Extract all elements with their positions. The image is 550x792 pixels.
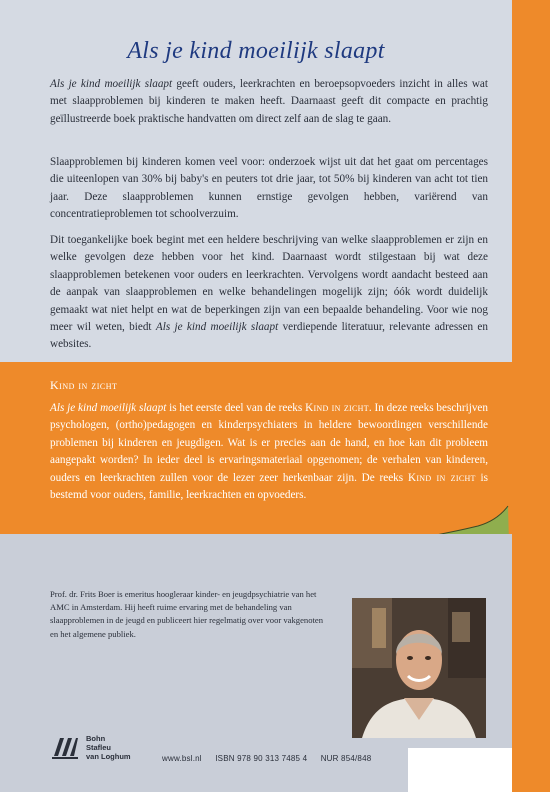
book-title: Als je kind moeilijk slaapt (127, 38, 385, 64)
author-bio: Prof. dr. Frits Boer is emeritus hoogleraar kinder- en jeugdpsychiatrie van het AMC in Amsterdam. Hij heeft ruime ervaring met de behandeling van slaapproblemen in de jeugd en publiceert hier regelmatig over voor vakgenoten en het algemene publiek. (50, 589, 323, 639)
publisher-line-3: van Loghum (86, 751, 131, 761)
series-text-1: is het eerste deel van de reeks (166, 402, 306, 414)
publisher-logo (50, 732, 131, 762)
publisher-url: www.bsl.nl (162, 754, 202, 763)
intro-text: geeft ouders, leerkrachten en beroepsopvoeders inzicht in alles wat met slaapproblemen bij kinderen te maken heeft. Daarnaast geeft dit compacte en prachtig geïllustreerde boek praktische handvatten om direct zelf aan de slag te gaan. (50, 78, 488, 125)
content-text: Dit toegankelijke boek begint met een heldere beschrijving van welke slaapproblemen er zijn en welke gevolgen deze hebben voor het kind. Daarnaast wordt stilgestaan bij wat deze slaapproblemen betekenen voor ouders en leerkrachten. Vervolgens wordt aandacht besteed aan de aanpak van slaapproblemen en welke behandelingen mogelijk zijn; óók wordt duidelijk gemaakt wat niet helpt en wat de beperkingen zijn van een bepaalde behandeling. Voor wie nog meer wil weten, biedt (50, 234, 488, 334)
series-name-2: Kind in zicht (407, 471, 476, 484)
content-paragraph (50, 232, 488, 354)
content-book-title: Als je kind moeilijk slaapt (155, 321, 279, 334)
isbn: ISBN 978 90 313 7485 4 (215, 754, 308, 763)
publisher-name (86, 734, 131, 761)
series-book-title: Als je kind moeilijk slaapt (50, 402, 167, 414)
series-label: Kind in zicht (50, 378, 118, 392)
series-paragraph (50, 400, 488, 504)
author-photo (352, 598, 486, 738)
content-tail: verdiepende literatuur, relevante adressen en websites. (50, 321, 488, 351)
intro-book-title: Als je kind moeilijk slaapt (50, 78, 173, 90)
publisher-line-1: Bohn (86, 733, 106, 743)
nur-code: NUR 854/848 (320, 754, 372, 763)
footer-info (162, 754, 382, 763)
publisher-mark-icon (50, 732, 80, 762)
statistics-paragraph: Slaapproblemen bij kinderen komen veel voor: onderzoek wijst uit dat het gaat om percentages die uiteenlopen van 30% bij baby's en peuters tot drie jaar, tot 50% bij kinderen van acht tot tien jaar. Deze slaapproblemen kunnen ernstige gevolgen hebben, variërend van concentratieproblemen tot schoolverzuim. (50, 156, 488, 221)
orange-spine-strip (512, 0, 550, 792)
intro-paragraph (50, 76, 488, 128)
series-text-2: . In deze reeks beschrijven psychologen, (ortho)pedagogen en kinderpsychiaters in heldere bewoordingen verschillende problemen bij kinderen en jeugdigen. Wat is er precies aan de hand, en hoe kan dit probleem aangepakt worden? In ieder deel is ervaringsmateriaal opgenomen; de verhalen van kinderen, ouders en leerkrachten zullen voor de lezer zeer herkenbaar zijn. De reeks (50, 402, 488, 484)
publisher-line-2: Stafleu (86, 742, 112, 752)
series-text-3: is bestemd voor ouders, familie, leerkrachten en opvoeders. (50, 471, 488, 502)
series-name: Kind in zicht (305, 402, 369, 414)
barcode-area (408, 748, 512, 792)
